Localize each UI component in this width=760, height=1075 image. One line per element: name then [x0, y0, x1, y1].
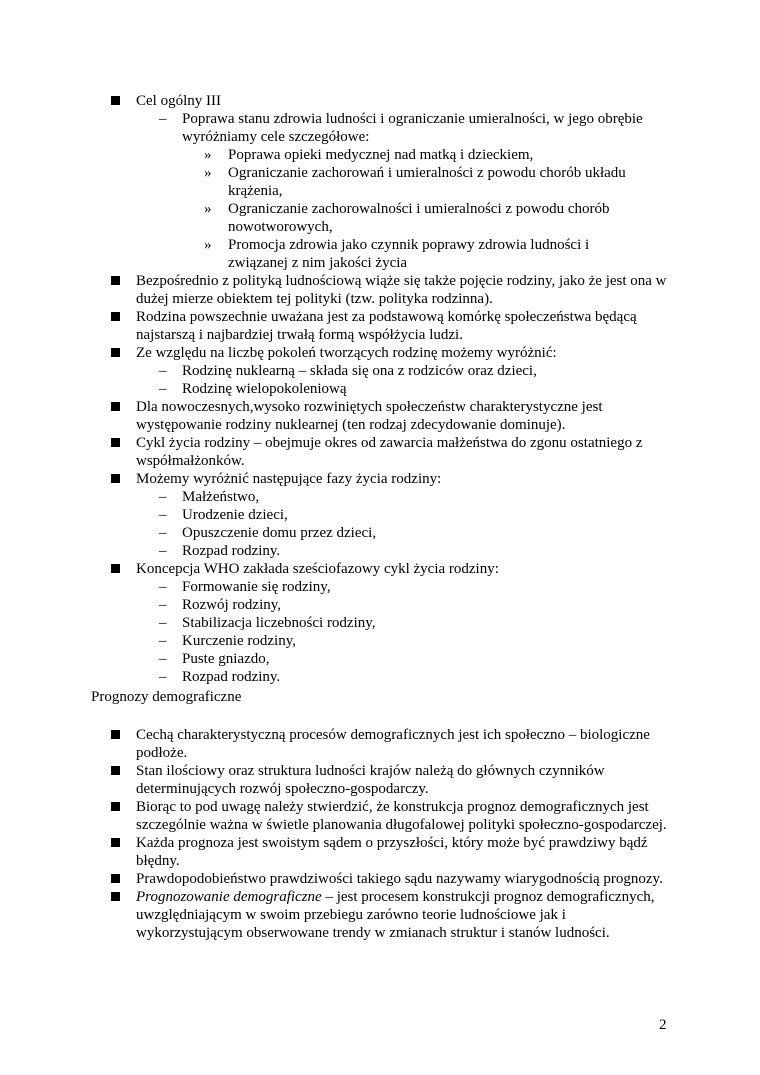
subitem-text: Urodzenie dzieci,	[182, 507, 288, 523]
subitem-text: Puste gniazdo,	[182, 651, 270, 667]
list-item	[0, 344, 760, 362]
dash-bullet-icon: –	[159, 651, 167, 667]
subitem-text: Rodzinę wielopokoleniową	[182, 381, 347, 397]
list-item	[0, 560, 760, 578]
list-item	[0, 308, 760, 344]
bullet-text: Cechą charakterystyczną procesów demograficznych jest ich społeczno – biologiczne podłoże.	[136, 727, 650, 761]
subitem-text: Formowanie się rodziny,	[182, 579, 331, 595]
list-item	[0, 380, 760, 398]
list-item	[0, 726, 760, 762]
dash-bullet-icon: –	[159, 507, 167, 523]
double-chevron-bullet-icon: »	[204, 201, 212, 217]
bullet-text: Każda prognoza jest swoistym sądem o przyszłości, który może być prawdziwy bądź błędny.	[136, 835, 648, 869]
list-item	[0, 834, 760, 870]
list-item	[0, 110, 760, 146]
bullet-text: Koncepcja WHO zakłada sześciofazowy cykl życia rodziny:	[136, 561, 499, 577]
list-item	[0, 362, 760, 380]
list-item	[0, 146, 760, 164]
italic-term: Prognozowanie demograficzne	[136, 889, 322, 905]
list-item	[0, 470, 760, 488]
dash-bullet-icon: –	[159, 597, 167, 613]
bullet-text: Bezpośrednio z polityką ludnościową wiąże się także pojęcie rodziny, jako że jest ona w dużej mierze obiektem tej polityki (tzw. polityka rodzinna).	[136, 273, 667, 307]
dash-bullet-icon: –	[159, 363, 167, 379]
list-item	[0, 596, 760, 614]
list-item	[0, 200, 760, 236]
list-item	[0, 650, 760, 668]
bullet-text: Możemy wyróżnić następujące fazy życia rodziny:	[136, 471, 442, 487]
bullet-text: Cykl życia rodziny – obejmuje okres od zawarcia małżeństwa do zgonu ostatniego z współmałżonków.	[136, 435, 643, 469]
list-item	[0, 272, 760, 308]
double-chevron-bullet-icon: »	[204, 237, 212, 253]
dash-bullet-icon: –	[159, 111, 167, 127]
subsubitem-text: Poprawa opieki medycznej nad matką i dzieckiem,	[228, 147, 534, 163]
list-item	[0, 524, 760, 542]
dash-bullet-icon: –	[159, 615, 167, 631]
list-item	[0, 578, 760, 596]
section-policy-and-family	[0, 92, 760, 686]
bullet-text	[0, 888, 676, 942]
dash-bullet-icon: –	[159, 489, 167, 505]
subitem-text: Poprawa stanu zdrowia ludności i ograniczanie umieralności, w jego obrębie wyróżniamy cele szczegółowe:	[182, 111, 643, 145]
list-item	[0, 92, 760, 110]
double-chevron-bullet-icon: »	[204, 147, 212, 163]
list-item	[0, 668, 760, 686]
list-item	[0, 888, 760, 942]
dash-bullet-icon: –	[159, 525, 167, 541]
dash-bullet-icon: –	[159, 633, 167, 649]
list-item	[0, 632, 760, 650]
list-item	[0, 506, 760, 524]
section-heading: Prognozy demograficzne	[91, 689, 242, 705]
list-item	[0, 398, 760, 434]
bullet-text: Cel ogólny III	[136, 93, 221, 109]
list-item	[0, 236, 760, 272]
subitem-text: Stabilizacja liczebności rodziny,	[182, 615, 376, 631]
dash-bullet-icon: –	[159, 669, 167, 685]
definition-text: – jest procesem konstrukcji prognoz demograficznych, uwzględniającym w swoim przebiegu zarówno teorie ludnościowe jak i wykorzystującym obserwowane trendy w zmianach struktur i stanów ludności.	[136, 889, 655, 941]
dash-bullet-icon: –	[159, 381, 167, 397]
bullet-text: Ze względu na liczbę pokoleń tworzących rodzinę możemy wyróżnić:	[136, 345, 557, 361]
section-demographic-forecasts	[0, 726, 760, 942]
subitem-text: Małżeństwo,	[182, 489, 260, 505]
list-item	[0, 870, 760, 888]
bullet-text: Rodzina powszechnie uważana jest za podstawową komórkę społeczeństwa będącą najstarszą i najbardziej trwałą formą współżycia ludzi.	[136, 309, 637, 343]
subsubitem-text: Ograniczanie zachorowań i umieralności z powodu chorób układu krążenia,	[228, 165, 626, 199]
list-item	[0, 542, 760, 560]
subitem-text: Rozwój rodziny,	[182, 597, 282, 613]
dash-bullet-icon: –	[159, 579, 167, 595]
bullet-text: Dla nowoczesnych,wysoko rozwiniętych społeczeństw charakterystyczne jest występowanie rodziny nuklearnej (ten rodzaj zdecydowanie dominuje).	[136, 399, 603, 433]
subitem-text: Rozpad rodziny.	[182, 669, 281, 685]
double-chevron-bullet-icon: »	[204, 165, 212, 181]
dash-bullet-icon: –	[159, 543, 167, 559]
list-item	[0, 164, 760, 200]
list-item	[0, 434, 760, 470]
page-number: 2	[659, 1017, 667, 1033]
list-item	[0, 614, 760, 632]
bullet-text: Biorąc to pod uwagę należy stwierdzić, że konstrukcja prognoz demograficznych jest szczególnie ważna w świetle planowania długofalowej polityki społeczno-gospodarczej.	[136, 799, 667, 833]
list-item	[0, 798, 760, 834]
subitem-text: Kurczenie rodziny,	[182, 633, 296, 649]
subitem-text: Rozpad rodziny.	[182, 543, 281, 559]
bullet-text: Prawdopodobieństwo prawdziwości takiego sądu nazywamy wiarygodnością prognozy.	[136, 871, 663, 887]
bullet-text: Stan ilościowy oraz struktura ludności krajów należą do głównych czynników determinujących rozwój społeczno-gospodarczy.	[136, 763, 605, 797]
subitem-text: Rodzinę nuklearną – składa się ona z rodziców oraz dzieci,	[182, 363, 537, 379]
list-item	[0, 762, 760, 798]
list-item	[0, 488, 760, 506]
subsubitem-text: Ograniczanie zachorowalności i umieralności z powodu chorób nowotworowych,	[228, 201, 610, 235]
subsubitem-text: Promocja zdrowia jako czynnik poprawy zdrowia ludności i związanej z nim jakości życia	[228, 237, 590, 271]
subitem-text: Opuszczenie domu przez dzieci,	[182, 525, 377, 541]
